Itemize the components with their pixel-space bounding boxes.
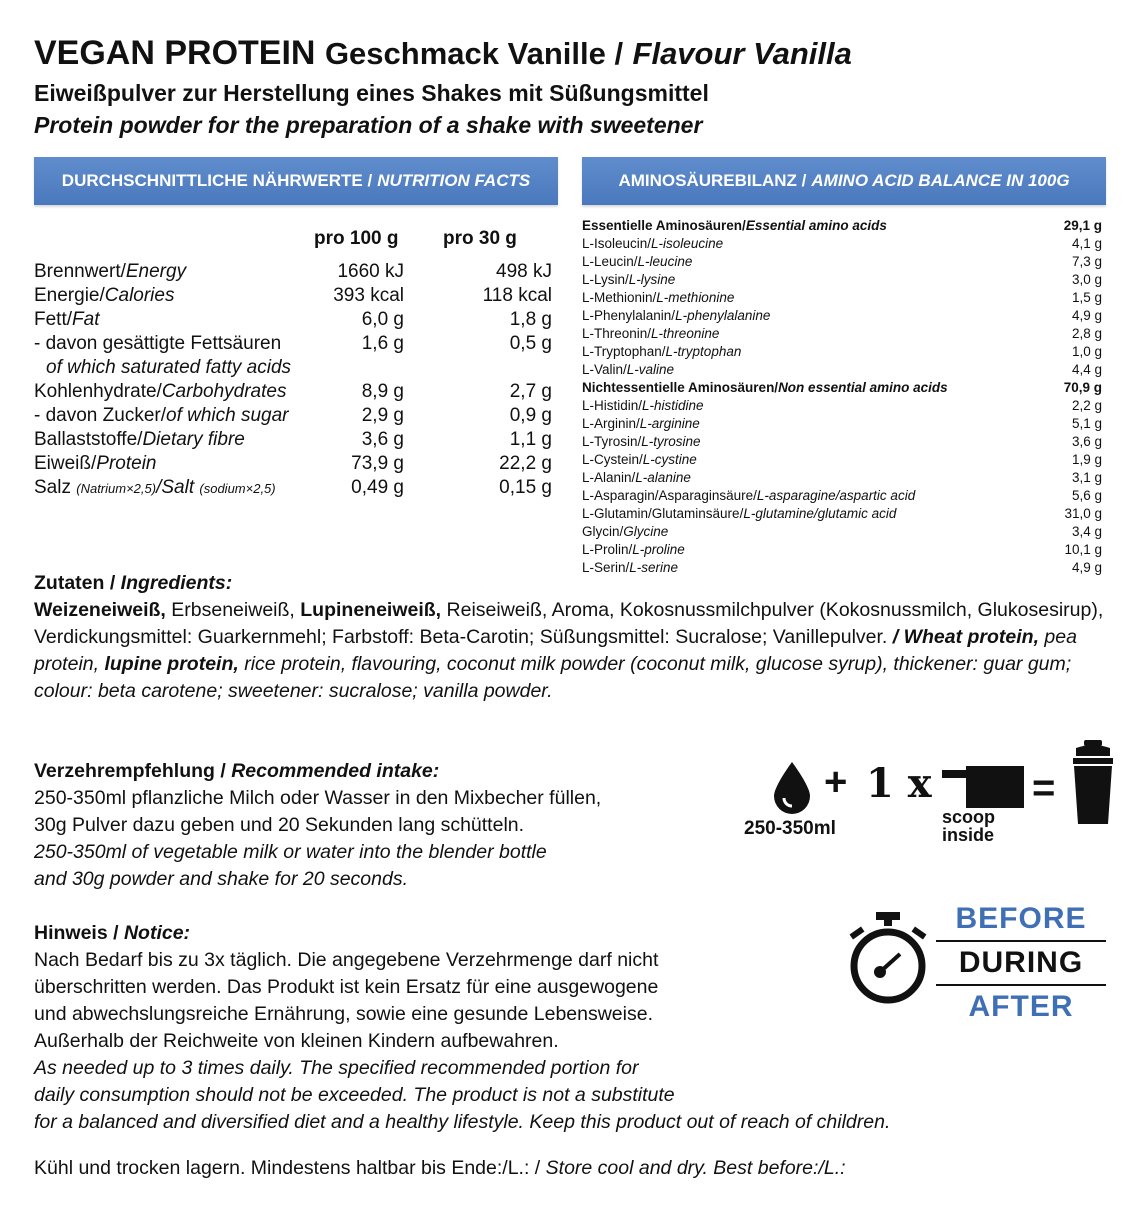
nutrition-label-de: - davon gesättigte Fettsäuren	[34, 333, 282, 354]
nutrition-label-de: Kohlenhydrate/	[34, 381, 162, 402]
amino-label	[582, 344, 741, 362]
amino-value: 10,1 g	[1064, 542, 1102, 557]
amino-label-de: L-Tryptophan/	[582, 344, 666, 359]
nutrition-label-de: Energie/	[34, 285, 105, 306]
nutrition-row-salt	[34, 476, 564, 500]
amino-label	[582, 290, 734, 308]
amino-row	[582, 272, 1102, 290]
salt-note-de: (Natrium×2,5)	[76, 481, 157, 496]
scoop-inside-label	[942, 808, 995, 844]
notice-en-line: for a balanced and diversified diet and a healthy lifestyle. Keep this product out of reach of children.	[34, 1111, 891, 1133]
subtitle-en: Protein powder for the preparation of a shake with sweetener	[34, 112, 703, 138]
amino-label-de: L-Valin/	[582, 362, 627, 377]
nutrition-value-30g: 1,1 g	[509, 429, 552, 450]
amino-label-de: L-Phenylalanin/	[582, 308, 676, 323]
amino-label-en: L-tyrosine	[641, 434, 701, 449]
salt-label	[34, 477, 276, 499]
amino-header-de: AMINOSÄUREBILANZ /	[618, 171, 807, 190]
nutrition-row	[34, 260, 564, 284]
nutrition-label-de: Fett/	[34, 309, 73, 330]
ingr-de-bold-1: Weizeneiweiß,	[34, 599, 166, 621]
timing-after: AFTER	[968, 990, 1074, 1023]
nutrition-row	[34, 404, 564, 428]
notice-de-line: überschritten werden. Das Produkt ist kein Ersatz für eine ausgewogene	[34, 976, 659, 998]
amino-value: 31,0 g	[1064, 506, 1102, 521]
ingr-en-bold-2: lupine protein,	[104, 653, 239, 675]
ingr-de-bold-2: Lupineneiweiß,	[300, 599, 442, 621]
amino-label-en: Non essential amino acids	[778, 380, 948, 395]
quantity: 1 x	[866, 760, 932, 807]
amino-row	[582, 218, 1102, 236]
amino-row	[582, 542, 1102, 560]
scoop-icon	[940, 764, 1026, 810]
amino-label-de: L-Isoleucin/	[582, 236, 652, 251]
amino-value: 1,9 g	[1071, 452, 1102, 467]
amino-row	[582, 362, 1102, 380]
amino-label	[582, 398, 704, 416]
amino-row	[582, 326, 1102, 344]
title-bold: VEGAN PROTEIN	[34, 34, 316, 72]
amino-row	[582, 344, 1102, 362]
nutrition-value-100g: 6,0 g	[361, 309, 404, 330]
notice-de-line: Außerhalb der Reichweite von kleinen Kindern aufbewahren.	[34, 1030, 559, 1052]
equals-sign: =	[1032, 766, 1056, 810]
nutrition-table	[34, 226, 564, 500]
amino-label	[582, 506, 896, 524]
intake-de-line-1: 250-350ml pflanzliche Milch oder Wasser in den Mixbecher füllen,	[34, 787, 602, 809]
nutrition-label-en: Energy	[125, 261, 187, 282]
salt-note-en: (sodium×2,5)	[199, 481, 276, 496]
title-flavour-de: Geschmack Vanille /	[324, 36, 624, 71]
nutrition-value-100g: 1,6 g	[361, 333, 404, 354]
amino-label-de: L-Histidin/	[582, 398, 643, 413]
amino-label	[582, 470, 691, 488]
amino-value: 70,9 g	[1063, 380, 1102, 395]
amino-row	[582, 452, 1102, 470]
plus-sign: +	[824, 760, 848, 804]
nutrition-label-en: Calories	[104, 285, 175, 306]
amino-label-de: Nichtessentielle Aminosäuren/	[582, 380, 779, 395]
amino-row	[582, 308, 1102, 326]
amino-label-de: L-Leucin/	[582, 254, 638, 269]
amino-label-en: L-histidine	[642, 398, 704, 413]
amino-label	[582, 488, 915, 506]
nutrition-column-headers	[34, 226, 564, 252]
ingr-en-text-2: rice protein, flavouring, coconut milk powder (coconut milk, glucose syrup), thickener: guar gum; colour: beta carotene; sweetener: sucralose; vanilla powder.	[34, 653, 1072, 702]
ingr-en-bold-1: / Wheat protein,	[892, 626, 1040, 648]
amino-label-en: L-asparagine/aspartic acid	[756, 488, 916, 503]
nutrition-header	[34, 157, 558, 205]
nutrition-label-en: of which saturated fatty acids	[46, 357, 292, 378]
amino-label	[582, 524, 668, 542]
amino-row	[582, 416, 1102, 434]
amino-label	[582, 236, 723, 254]
nutrition-label-en: Protein	[96, 453, 157, 474]
scoop-label-line-2: inside	[942, 825, 995, 845]
nutrition-label-de: Brennwert/	[34, 261, 126, 282]
col-per-100g: pro 100 g	[314, 228, 399, 249]
amino-value: 2,2 g	[1071, 398, 1102, 413]
nutrition-value-30g: 498 kJ	[496, 261, 552, 282]
nutrition-label-de: Ballaststoffe/	[34, 429, 143, 450]
amino-label-en: L-valine	[626, 362, 675, 377]
amino-row	[582, 290, 1102, 308]
volume-label: 250-350ml	[744, 818, 836, 839]
amino-label-en: L-tryptophan	[665, 344, 742, 359]
storage-en: Store cool and dry. Best before:/L.:	[540, 1157, 846, 1179]
amino-row	[582, 380, 1102, 398]
ingredients-heading	[34, 570, 1114, 597]
nutrition-value-30g: 118 kcal	[482, 285, 552, 306]
nutrition-label	[34, 309, 99, 331]
amino-row	[582, 506, 1102, 524]
amino-label	[582, 218, 887, 236]
amino-label-en: L-cystine	[642, 452, 697, 467]
ingr-de-text-2: Reiseiweiß, Aroma, Kokosnussmilchpulver (Kokosnussmilch, Glukosesirup), Verdickungsmittel: Guarkernmehl; Farbstoff: Beta-Carotin; Süßungsmittel: Sucralose; Vanillepulver.	[34, 599, 1104, 648]
nutrition-row	[34, 332, 564, 356]
amino-value: 4,4 g	[1071, 362, 1102, 377]
timing-during: DURING	[958, 946, 1084, 979]
amino-value: 3,0 g	[1071, 272, 1102, 287]
amino-label	[582, 416, 700, 434]
amino-value: 4,1 g	[1071, 236, 1102, 251]
nutrition-label	[34, 333, 281, 355]
amino-label	[582, 434, 701, 452]
nutrition-label-de: - davon Zucker/	[34, 405, 166, 426]
amino-row	[582, 488, 1102, 506]
amino-label	[582, 452, 697, 470]
ingr-en-text-1: pea protein,	[34, 626, 1077, 675]
product-title	[34, 32, 852, 75]
amino-label-en: L-glutamine/glutamic acid	[743, 506, 897, 521]
amino-label-en: L-leucine	[637, 254, 693, 269]
amino-value: 3,4 g	[1071, 524, 1102, 539]
ingredients-section	[34, 570, 1114, 705]
amino-value: 29,1 g	[1063, 218, 1102, 233]
amino-value: 3,6 g	[1071, 434, 1102, 449]
amino-value: 3,1 g	[1071, 470, 1102, 485]
amino-row	[582, 434, 1102, 452]
nutrition-label	[34, 453, 157, 475]
salt-en: /Salt	[156, 477, 195, 498]
amino-label-de: L-Threonin/	[582, 326, 652, 341]
salt-per-100g: 0,49 g	[351, 477, 404, 498]
timing-block	[936, 902, 1106, 1024]
amino-value: 4,9 g	[1071, 560, 1102, 575]
nutrition-label	[46, 357, 291, 379]
subtitle-de: Eiweißpulver zur Herstellung eines Shakes mit Süßungsmittel	[34, 80, 709, 106]
salt-per-30g: 0,15 g	[499, 477, 552, 498]
ingredients-text	[34, 597, 1109, 705]
amino-label-en: L-proline	[632, 542, 685, 557]
amino-label-en: L-methionine	[656, 290, 735, 305]
storage-de: Kühl und trocken lagern. Mindestens haltbar bis Ende:/L.: /	[34, 1157, 541, 1179]
nutrition-label	[34, 405, 289, 427]
amino-label-en: L-arginine	[639, 416, 700, 431]
nutrition-row	[34, 308, 564, 332]
storage-line	[34, 1155, 1114, 1182]
nutrition-label-en: of which sugar	[166, 405, 289, 426]
amino-label-de: L-Lysin/	[582, 272, 629, 287]
amino-value: 1,0 g	[1071, 344, 1102, 359]
amino-label	[582, 254, 692, 272]
amino-label-en: Glycine	[623, 524, 669, 539]
amino-value: 7,3 g	[1071, 254, 1102, 269]
nutrition-row	[34, 428, 564, 452]
intake-section	[34, 758, 734, 893]
timing-divider	[936, 940, 1106, 942]
amino-label-en: L-lysine	[628, 272, 676, 287]
amino-label-en: L-isoleucine	[651, 236, 724, 251]
amino-value: 5,6 g	[1071, 488, 1102, 503]
amino-label	[582, 308, 770, 326]
amino-label-en: L-phenylalanine	[675, 308, 771, 323]
shaker-bottle-icon	[1068, 738, 1118, 826]
amino-row	[582, 254, 1102, 272]
ingr-de-text-1: Erbseneiweiß,	[165, 599, 301, 621]
amino-value: 1,5 g	[1071, 290, 1102, 305]
water-drop-icon	[770, 760, 814, 816]
nutrition-label-en: Dietary fibre	[142, 429, 245, 450]
amino-label-en: L-threonine	[651, 326, 720, 341]
amino-row	[582, 524, 1102, 542]
nutrition-label-en: Fat	[72, 309, 100, 330]
notice-en-line: As needed up to 3 times daily. The specified recommended portion for	[34, 1057, 639, 1079]
amino-label-en: Essential amino acids	[745, 218, 887, 233]
amino-header-en: AMINO ACID BALANCE IN 100G	[811, 171, 1070, 190]
amino-label-de: L-Cystein/	[582, 452, 643, 467]
nutrition-value-30g: 1,8 g	[509, 309, 552, 330]
salt-de: Salz	[34, 477, 71, 498]
amino-label	[582, 362, 674, 380]
nutrition-value-100g: 73,9 g	[351, 453, 404, 474]
amino-label-de: Essentielle Aminosäuren/	[582, 218, 746, 233]
amino-label-de: L-Serin/	[582, 560, 630, 575]
amino-value: 2,8 g	[1071, 326, 1102, 341]
nutrition-value-30g: 0,9 g	[509, 405, 552, 426]
col-per-30g: pro 30 g	[443, 228, 517, 249]
amino-label-de: L-Asparagin/Asparaginsäure/	[582, 488, 757, 503]
stopwatch-icon	[848, 910, 928, 1006]
notice-en-line: daily consumption should not be exceeded. The product is not a substitute	[34, 1084, 675, 1106]
timing-divider	[936, 984, 1106, 986]
nutrition-value-100g: 2,9 g	[361, 405, 404, 426]
title-flavour-en: Flavour Vanilla	[632, 36, 852, 71]
timing-before: BEFORE	[955, 902, 1087, 935]
ingredients-heading-de: Zutaten /	[34, 572, 116, 594]
notice-de-line: und abwechslungsreiche Ernährung, sowie eine gesunde Lebensweise.	[34, 1003, 654, 1025]
nutrition-value-100g: 3,6 g	[361, 429, 404, 450]
amino-row	[582, 236, 1102, 254]
notice-heading-en: Notice:	[123, 922, 191, 944]
nutrition-label-de: Eiweiß/	[34, 453, 97, 474]
ingredients-heading-en: Ingredients:	[120, 572, 233, 594]
intake-diagram	[740, 738, 1120, 858]
amino-label-de: L-Glutamin/Glutaminsäure/	[582, 506, 744, 521]
nutrition-row	[34, 380, 564, 404]
amino-table	[582, 218, 1102, 578]
nutrition-row	[34, 452, 564, 476]
intake-heading-en: Recommended intake:	[231, 760, 440, 782]
notice-de-line: Nach Bedarf bis zu 3x täglich. Die angegebene Verzehrmenge darf nicht	[34, 949, 659, 971]
nutrition-rows	[34, 260, 564, 476]
amino-label-de: L-Tyrosin/	[582, 434, 642, 449]
amino-label-de: L-Methionin/	[582, 290, 657, 305]
nutrition-value-100g: 393 kcal	[333, 285, 404, 306]
amino-value: 4,9 g	[1071, 308, 1102, 323]
nutrition-value-100g: 1660 kJ	[337, 261, 404, 282]
amino-label	[582, 380, 948, 398]
scoop-label-line-1: scoop	[942, 807, 996, 827]
nutrition-label	[34, 381, 286, 403]
nutrition-value-100g: 8,9 g	[361, 381, 404, 402]
nutrition-row	[34, 284, 564, 308]
intake-heading-de: Verzehrempfehlung /	[34, 760, 226, 782]
nutrition-value-30g: 2,7 g	[509, 381, 552, 402]
amino-value: 5,1 g	[1071, 416, 1102, 431]
amino-label	[582, 326, 719, 344]
amino-row	[582, 398, 1102, 416]
amino-label-en: L-serine	[629, 560, 679, 575]
notice-heading-de: Hinweis /	[34, 922, 119, 944]
nutrition-row	[34, 356, 564, 380]
amino-label-de: L-Prolin/	[582, 542, 633, 557]
intake-en-line-2: and 30g powder and shake for 20 seconds.	[34, 868, 409, 890]
intake-de-line-2: 30g Pulver dazu geben und 20 Sekunden lang schütteln.	[34, 814, 525, 836]
intake-en-line-1: 250-350ml of vegetable milk or water into the blender bottle	[34, 841, 547, 863]
nutrition-header-en: NUTRITION FACTS	[377, 171, 531, 190]
amino-header	[582, 157, 1106, 205]
nutrition-label	[34, 261, 186, 283]
amino-label-de: L-Alanin/	[582, 470, 636, 485]
amino-label	[582, 542, 685, 560]
nutrition-label	[34, 285, 174, 307]
intake-heading	[34, 758, 734, 785]
amino-label-de: L-Arginin/	[582, 416, 640, 431]
nutrition-value-30g: 0,5 g	[509, 333, 552, 354]
nutrition-value-30g: 22,2 g	[499, 453, 552, 474]
amino-row	[582, 470, 1102, 488]
nutrition-label	[34, 429, 245, 451]
nutrition-label-en: Carbohydrates	[161, 381, 287, 402]
nutrition-header-de: DURCHSCHNITTLICHE NÄHRWERTE /	[61, 171, 373, 190]
amino-label-de: Glycin/	[582, 524, 624, 539]
amino-label-en: L-alanine	[635, 470, 691, 485]
amino-label	[582, 272, 675, 290]
